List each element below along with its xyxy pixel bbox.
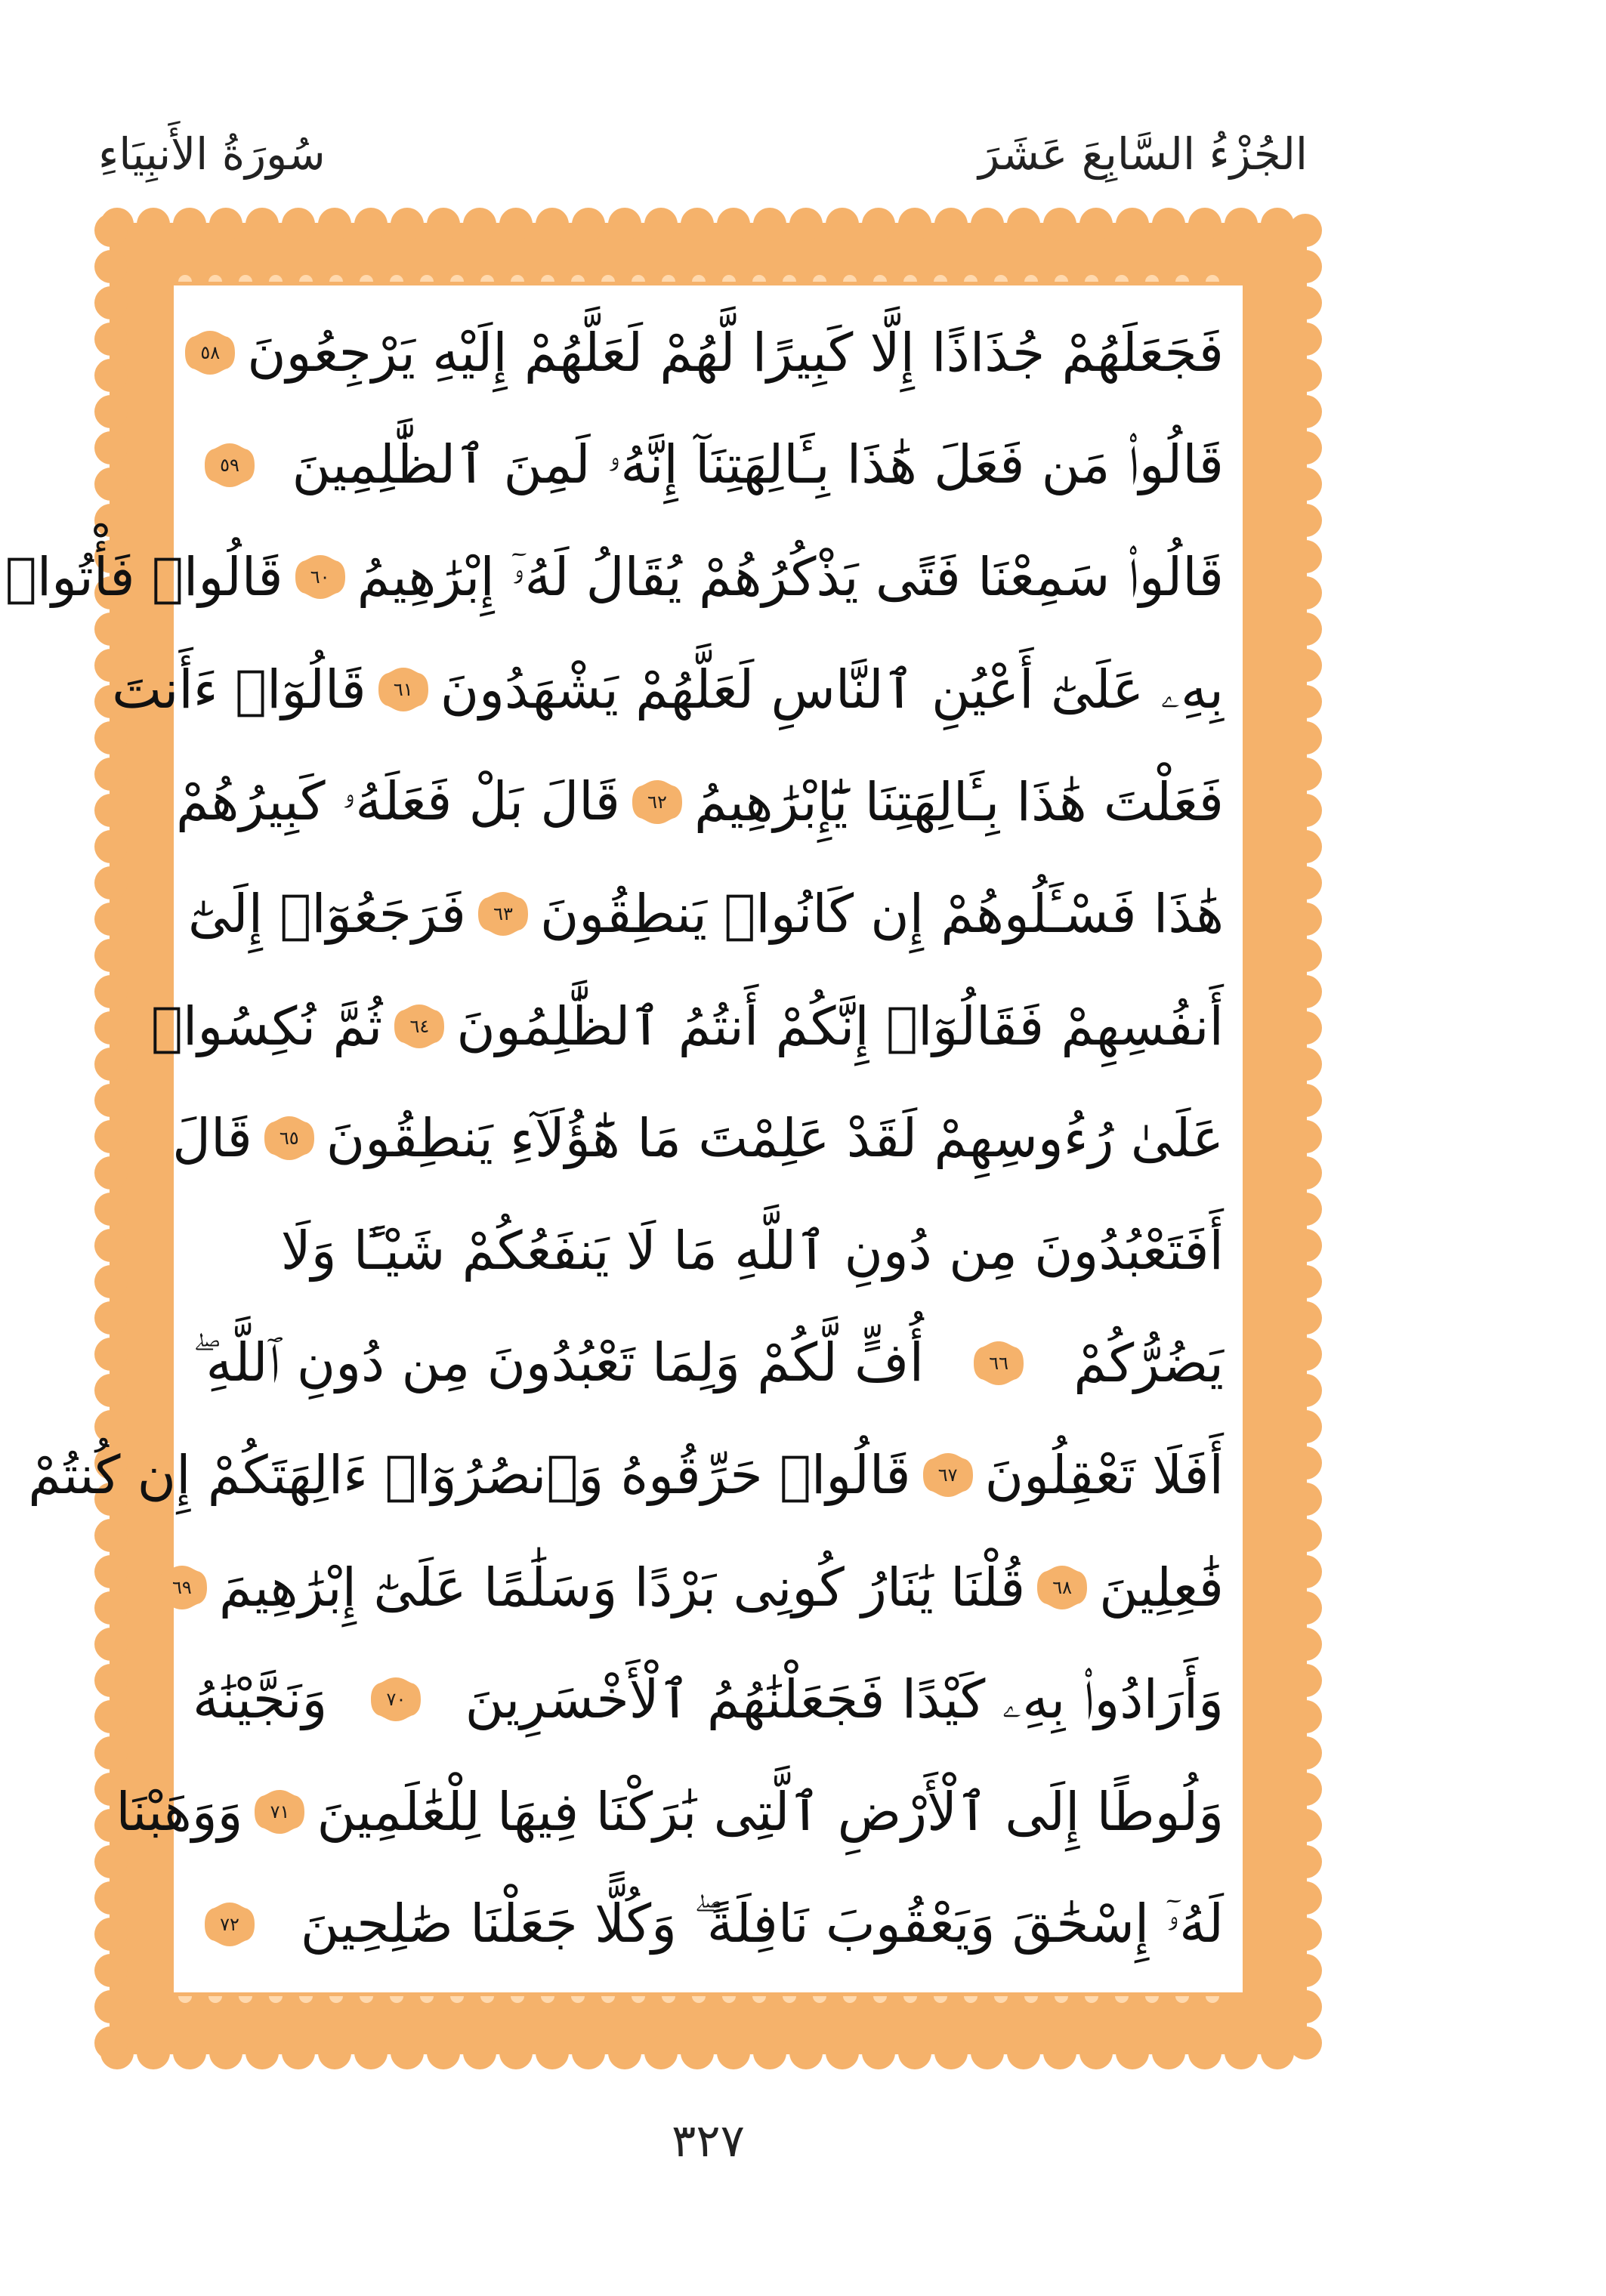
verse-text: قَالَ bbox=[172, 1107, 252, 1170]
ayah-number-marker: ٦٤ bbox=[393, 1003, 446, 1050]
verse-text: بِهِۦ عَلَىٰٓ أَعْيُنِ ٱلنَّاسِ لَعَلَّهُمْ يَشْهَدُونَ bbox=[440, 658, 1224, 721]
verse-line bbox=[150, 971, 1224, 1083]
verse-text: وَنَجَّيْنَٰهُ bbox=[193, 1668, 328, 1731]
verse-text: لَهُۥٓ إِسْحَٰقَ وَيَعْقُوبَ نَافِلَةً ۖ وَكُلًّا جَعَلْنَا صَٰلِحِينَ bbox=[300, 1893, 1224, 1955]
verse-text: فَرَجَعُوٓا۟ إِلَىٰٓ bbox=[187, 883, 467, 946]
verse-text: وَأَرَادُوا۟ بِهِۦ كَيْدًا فَجَعَلْنَٰهُمُ ٱلْأَخْسَرِينَ bbox=[465, 1668, 1224, 1730]
surah-title: سُورَةُ الأَنبِيَاءِ bbox=[98, 128, 326, 180]
ayah-number-marker: ٥٨ bbox=[184, 329, 236, 376]
verse-text: قَالُوا۟ سَمِعْنَا فَتًى يَذْكُرُهُمْ يُقَالُ لَهُۥٓ إِبْرَٰهِيمُ bbox=[357, 545, 1224, 608]
verse-text: أَفَلَا تَعْقِلُونَ bbox=[984, 1444, 1224, 1507]
verse-line bbox=[28, 1419, 1224, 1532]
verse-text: قَالُوا۟ حَرِّقُوهُ وَٱنصُرُوٓا۟ ءَالِهَتَكُمْ إِن كُنتُمْ bbox=[28, 1444, 911, 1507]
page-number: ٣٢٧ bbox=[672, 2115, 745, 2168]
verse-text: قَالُوا۟ فَأْتُوا۟ bbox=[5, 546, 283, 609]
verse-line bbox=[193, 409, 1224, 522]
ayah-number-marker: ٦٢ bbox=[631, 779, 684, 826]
verse-text: هَٰذَا فَسْـَٔلُوهُمْ إِن كَانُوا۟ يَنطِقُونَ bbox=[540, 883, 1224, 946]
verse-text: قَالَ بَلْ فَعَلَهُۥ كَبِيرُهُمْ bbox=[175, 770, 620, 833]
verse-text: أَنفُسِهِمْ فَقَالُوٓا۟ إِنَّكُمْ أَنتُمُ ٱلظَّٰلِمُونَ bbox=[456, 995, 1224, 1057]
verse-line bbox=[175, 745, 1224, 858]
verse-line bbox=[187, 858, 1224, 971]
ayah-number-marker: ٦٩ bbox=[156, 1564, 208, 1611]
ayah-number-marker: ٦٥ bbox=[263, 1115, 316, 1162]
verse-line bbox=[5, 521, 1224, 634]
ayah-number-marker: ٥٩ bbox=[203, 442, 256, 489]
verse-text: أُفٍّ لَّكُمْ وَلِمَا تَعْبُدُونَ مِن دُونِ ٱللَّهِ ۖ bbox=[193, 1332, 925, 1394]
verse-text: أَفَتَعْبُدُونَ مِن دُونِ ٱللَّهِ مَا لَا يَنفَعُكُمْ شَيْـًٔا وَلَا bbox=[280, 1220, 1224, 1282]
verse-text: قُلْنَا يَٰنَارُ كُونِى بَرْدًا وَسَلَٰمًا عَلَىٰٓ إِبْرَٰهِيمَ bbox=[218, 1556, 1026, 1619]
verse-line bbox=[172, 1532, 1224, 1644]
verse-line bbox=[172, 1082, 1224, 1195]
verse-text: فَٰعِلِينَ bbox=[1099, 1556, 1224, 1619]
juz-title: الجُزْءُ السَّابِعَ عَشَرَ bbox=[978, 128, 1308, 180]
ayah-number-marker: ٦٠ bbox=[294, 554, 347, 600]
verse-text: يَضُرُّكُمْ bbox=[1073, 1332, 1224, 1394]
verse-text: قَالُوٓا۟ ءَأَنتَ bbox=[112, 659, 366, 721]
verse-text: قَالُوا۟ مَن فَعَلَ هَٰذَا بِـَٔالِهَتِنَآ إِنَّهُۥ لَمِنَ ٱلظَّٰلِمِينَ bbox=[292, 434, 1224, 496]
verse-text: فَعَلْتَ هَٰذَا بِـَٔالِهَتِنَا يَٰٓإِبْرَٰهِيمُ bbox=[693, 770, 1224, 833]
verse-lines bbox=[5, 297, 1224, 1981]
ayah-number-marker: ٦٧ bbox=[922, 1452, 974, 1498]
verse-text: عَلَىٰ رُءُوسِهِمْ لَقَدْ عَلِمْتَ مَا هَٰٓؤُلَآءِ يَنطِقُونَ bbox=[326, 1107, 1224, 1170]
ayah-number-marker: ٧١ bbox=[253, 1788, 306, 1835]
verse-text: ثُمَّ نُكِسُوا۟ bbox=[150, 995, 383, 1057]
ayah-number-marker: ٧٢ bbox=[203, 1901, 256, 1948]
ayah-number-marker: ٦٣ bbox=[477, 890, 530, 937]
ayah-number-marker: ٦٦ bbox=[972, 1340, 1025, 1387]
verse-line bbox=[116, 1756, 1224, 1869]
verse-text: فَجَعَلَهُمْ جُذَاذًا إِلَّا كَبِيرًا لَّهُمْ لَعَلَّهُمْ إِلَيْهِ يَرْجِعُونَ bbox=[247, 322, 1224, 384]
ayah-number-marker: ٦٨ bbox=[1036, 1564, 1089, 1611]
verse-line bbox=[112, 634, 1224, 746]
verse-text: وَلُوطًا إِلَى ٱلْأَرْضِ ٱلَّتِى بَٰرَكْنَا فِيهَا لِلْعَٰلَمِينَ bbox=[317, 1781, 1224, 1844]
verse-line bbox=[193, 1643, 1224, 1756]
page-frame bbox=[5, 208, 1322, 2069]
ayah-number-marker: ٧٠ bbox=[369, 1676, 422, 1723]
ayah-number-marker: ٦١ bbox=[377, 666, 430, 713]
verse-text: وَوَهَبْنَا bbox=[116, 1781, 243, 1844]
verse-line bbox=[193, 1307, 1224, 1419]
verse-line bbox=[193, 297, 1224, 409]
verse-line bbox=[193, 1868, 1224, 1980]
verse-line bbox=[193, 1195, 1224, 1307]
page-header bbox=[0, 113, 1606, 196]
